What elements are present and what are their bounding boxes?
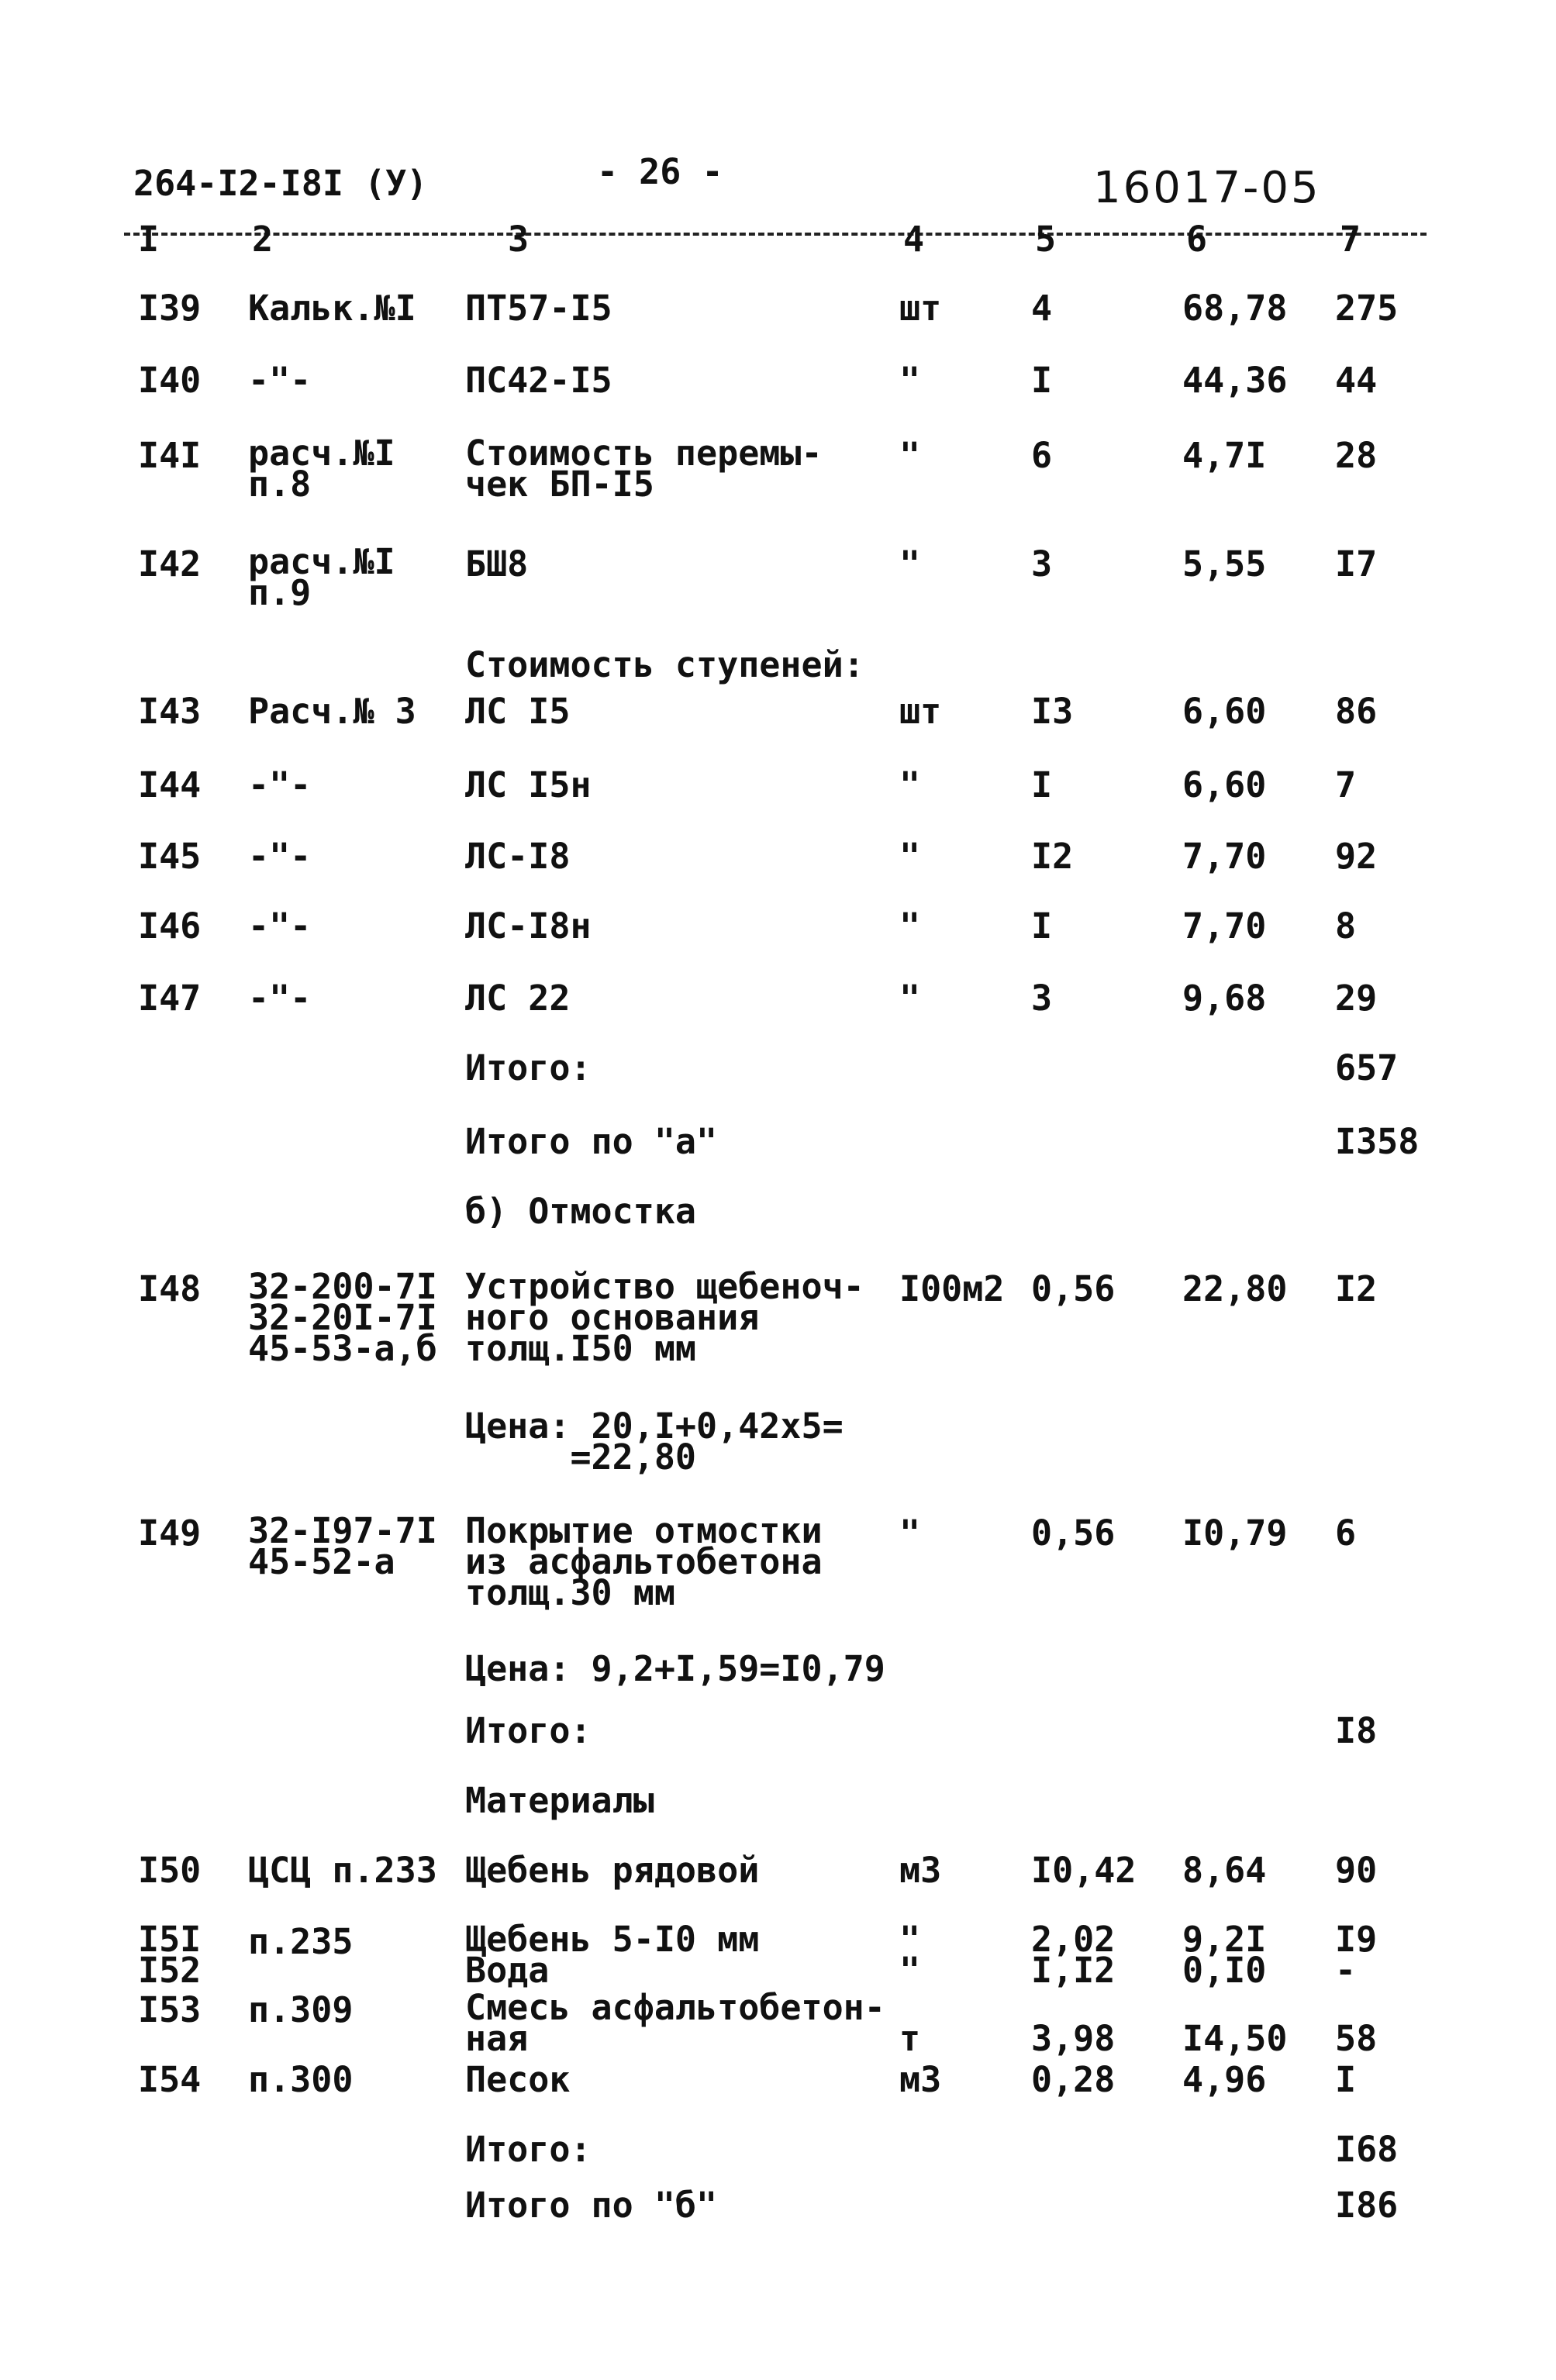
unit-cell: " [899, 543, 921, 585]
item-name-cell: ЛС 22 [465, 978, 571, 1019]
unit-price-cell: 5,55 [1182, 543, 1267, 585]
reference-cell: -"- [248, 905, 312, 947]
column-number-4: 4 [903, 219, 925, 260]
item-name-cell: Цена: 20,I+0,42х5= =22,80 [465, 1406, 844, 1478]
item-name-cell: Стоимость ступеней: [465, 644, 864, 685]
total-cell: I68 [1335, 2129, 1399, 2170]
item-name-cell: ПТ57-I5 [465, 288, 612, 329]
row-number-cell: I43 [138, 691, 202, 732]
total-cell: I86 [1335, 2185, 1399, 2226]
column-number-1: I [138, 219, 160, 260]
item-name-cell: ЛС-I8 [465, 836, 571, 877]
handwritten-code: 16017-05 [1093, 163, 1321, 213]
reference-cell: -"- [248, 836, 312, 877]
unit-cell: " [899, 978, 921, 1019]
total-cell: I7 [1335, 543, 1378, 585]
row-number-cell: I53 [138, 1989, 202, 2030]
quantity-cell: 0,56 [1031, 1268, 1116, 1309]
item-name-cell: ЛС I5н [465, 764, 592, 805]
column-number-3: 3 [508, 219, 530, 260]
column-number-6: 6 [1186, 219, 1208, 260]
unit-cell: " [899, 836, 921, 877]
unit-cell: " " [899, 1919, 921, 1991]
total-cell: 58 [1335, 2018, 1378, 2059]
quantity-cell: I0,42 [1031, 1850, 1137, 1891]
unit-cell: шт [899, 288, 942, 329]
item-name-cell: Материалы [465, 1780, 654, 1821]
total-cell: 29 [1335, 978, 1378, 1019]
reference-cell: п.309 [248, 1989, 354, 2030]
unit-price-cell: I4,50 [1182, 2018, 1288, 2059]
row-number-cell: I40 [138, 360, 202, 401]
row-number-cell: I49 [138, 1513, 202, 1554]
unit-price-cell: I0,79 [1182, 1513, 1288, 1554]
row-number-cell: I54 [138, 2059, 202, 2100]
row-number-cell: I48 [138, 1268, 202, 1309]
document-code: 264-I2-I8I (У) [133, 163, 428, 204]
unit-price-cell: 8,64 [1182, 1850, 1267, 1891]
reference-cell: 32-I97-7I 45-52-а [248, 1510, 437, 1582]
quantity-cell: 0,56 [1031, 1513, 1116, 1554]
item-name-cell: Итого по "а" [465, 1121, 718, 1162]
item-name-cell: Щебень 5-I0 мм Вода [465, 1919, 760, 1991]
row-number-cell: I5I I52 [138, 1919, 202, 1991]
quantity-cell: I [1031, 764, 1053, 805]
item-name-cell: Цена: 9,2+I,59=I0,79 [465, 1648, 885, 1689]
quantity-cell: 6 [1031, 435, 1053, 476]
unit-price-cell: 9,2I 0,I0 [1182, 1919, 1267, 1991]
unit-cell: шт [899, 691, 942, 732]
item-name-cell: б) Отмостка [465, 1191, 697, 1232]
column-number-5: 5 [1035, 219, 1057, 260]
unit-price-cell: 7,70 [1182, 905, 1267, 947]
row-number-cell: I4I [138, 435, 202, 476]
total-cell: 86 [1335, 691, 1378, 732]
item-name-cell: Итого: [465, 1047, 592, 1088]
unit-cell: " [899, 360, 921, 401]
item-name-cell: Покрытие отмостки из асфальтобетона толщ.30 мм [465, 1510, 823, 1613]
reference-cell: расч.№I п.8 [248, 433, 395, 505]
item-name-cell: БШ8 [465, 543, 529, 585]
row-number-cell: I46 [138, 905, 202, 947]
quantity-cell: I2 [1031, 836, 1074, 877]
page-number: - 26 - [597, 151, 723, 192]
unit-price-cell: 4,96 [1182, 2059, 1267, 2100]
reference-cell: -"- [248, 360, 312, 401]
unit-cell: I00м2 [899, 1268, 1005, 1309]
total-cell: I358 [1335, 1121, 1420, 1162]
quantity-cell: 2,02 I,I2 [1031, 1919, 1116, 1991]
total-cell: 92 [1335, 836, 1378, 877]
item-name-cell: ЛС-I8н [465, 905, 592, 947]
item-name-cell: Песок [465, 2059, 571, 2100]
total-cell: 7 [1335, 764, 1357, 805]
unit-cell: " [899, 764, 921, 805]
unit-price-cell: 6,60 [1182, 691, 1267, 732]
reference-cell: п.235 [248, 1921, 354, 1962]
column-number-2: 2 [252, 219, 274, 260]
reference-cell: -"- [248, 978, 312, 1019]
unit-price-cell: 7,70 [1182, 836, 1267, 877]
quantity-cell: 4 [1031, 288, 1053, 329]
total-cell: 6 [1335, 1513, 1357, 1554]
item-name-cell: Итого по "б" [465, 2185, 718, 2226]
unit-cell: т [899, 2018, 921, 2059]
unit-price-cell: 6,60 [1182, 764, 1267, 805]
item-name-cell: Щебень рядовой [465, 1850, 760, 1891]
row-number-cell: I42 [138, 543, 202, 585]
total-cell: I [1335, 2059, 1357, 2100]
quantity-cell: I [1031, 360, 1053, 401]
reference-cell: Кальк.№I [248, 288, 416, 329]
reference-cell: п.300 [248, 2059, 354, 2100]
item-name-cell: Стоимость перемы- чек БП-I5 [465, 433, 823, 505]
unit-cell: " [899, 1513, 921, 1554]
quantity-cell: I3 [1031, 691, 1074, 732]
total-cell: I8 [1335, 1710, 1378, 1751]
reference-cell: Расч.№ 3 [248, 691, 416, 732]
reference-cell: расч.№I п.9 [248, 541, 395, 613]
unit-cell: " [899, 905, 921, 947]
reference-cell: ЦСЦ п.233 [248, 1850, 437, 1891]
row-number-cell: I45 [138, 836, 202, 877]
reference-cell: 32-200-7I 32-20I-7I 45-53-а,б [248, 1266, 437, 1369]
total-cell: 28 [1335, 435, 1378, 476]
unit-price-cell: 9,68 [1182, 978, 1267, 1019]
reference-cell: -"- [248, 764, 312, 805]
item-name-cell: ЛС I5 [465, 691, 571, 732]
quantity-cell: 3 [1031, 978, 1053, 1019]
row-number-cell: I50 [138, 1850, 202, 1891]
total-cell: 275 [1335, 288, 1399, 329]
total-cell: 657 [1335, 1047, 1399, 1088]
quantity-cell: 3 [1031, 543, 1053, 585]
row-number-cell: I44 [138, 764, 202, 805]
unit-cell: м3 [899, 2059, 942, 2100]
total-cell: I9 - [1335, 1919, 1378, 1991]
unit-cell: " [899, 435, 921, 476]
item-name-cell: ПС42-I5 [465, 360, 612, 401]
quantity-cell: 3,98 [1031, 2018, 1116, 2059]
total-cell: 44 [1335, 360, 1378, 401]
row-number-cell: I47 [138, 978, 202, 1019]
row-number-cell: I39 [138, 288, 202, 329]
unit-price-cell: 4,7I [1182, 435, 1267, 476]
column-header-rule [124, 233, 1427, 236]
item-name-cell: Устройство щебеноч- ного основания толщ.I50 мм [465, 1266, 864, 1369]
total-cell: 8 [1335, 905, 1357, 947]
unit-cell: м3 [899, 1850, 942, 1891]
unit-price-cell: 44,36 [1182, 360, 1288, 401]
column-number-7: 7 [1340, 219, 1361, 260]
total-cell: 90 [1335, 1850, 1378, 1891]
unit-price-cell: 22,80 [1182, 1268, 1288, 1309]
total-cell: I2 [1335, 1268, 1378, 1309]
unit-price-cell: 68,78 [1182, 288, 1288, 329]
quantity-cell: 0,28 [1031, 2059, 1116, 2100]
item-name-cell: Итого: [465, 1710, 592, 1751]
item-name-cell: Итого: [465, 2129, 592, 2170]
item-name-cell: Смесь асфальтобетон- ная [465, 1987, 885, 2059]
quantity-cell: I [1031, 905, 1053, 947]
